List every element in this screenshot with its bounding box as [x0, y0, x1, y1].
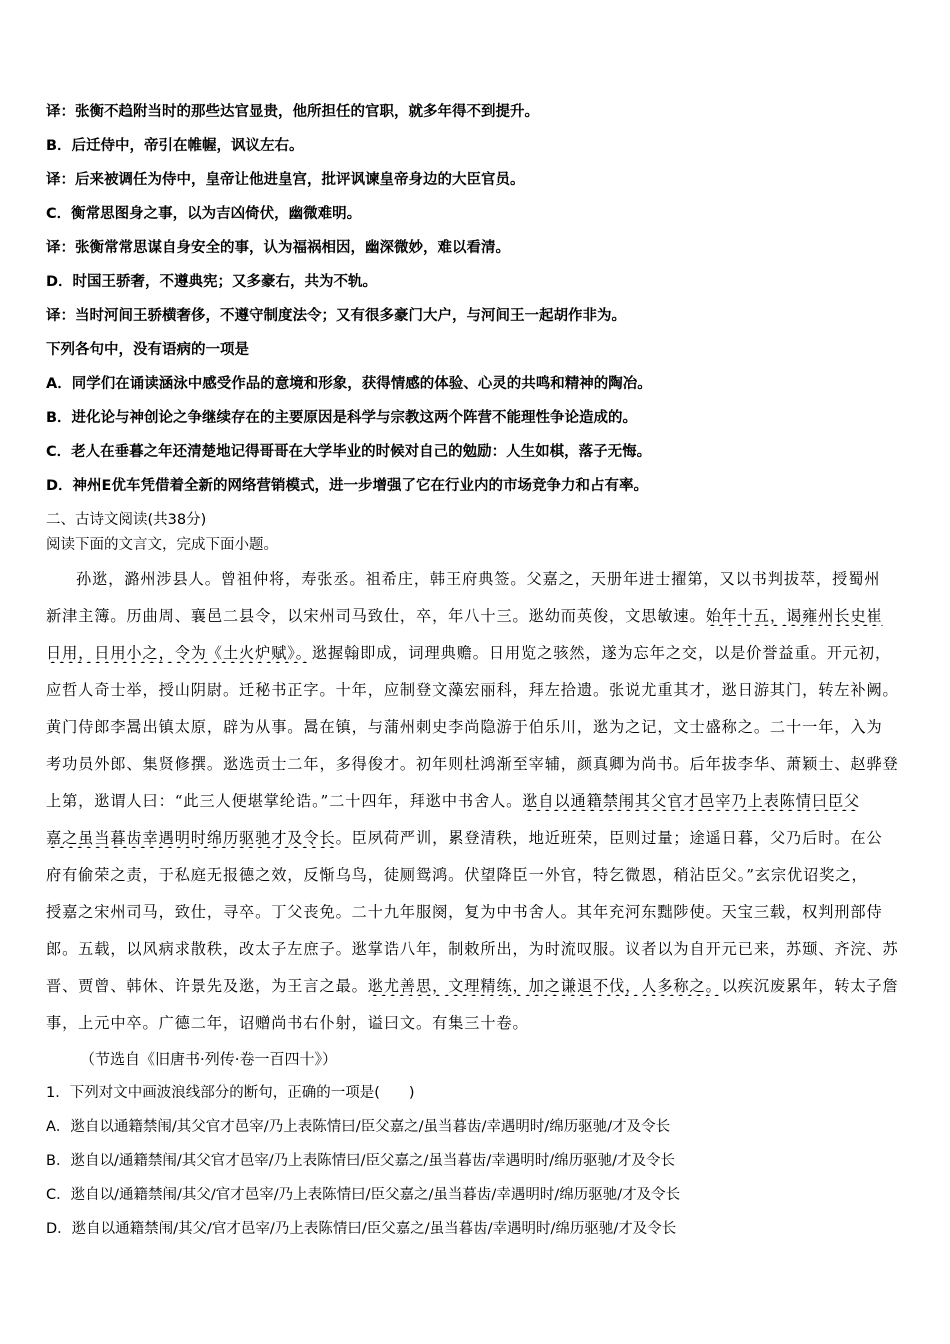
option-d-original: D．时国王骄奢，不遵典宪；又多豪右，共为不轨。 — [46, 274, 378, 290]
question1-option-a: A．逖自以通籍禁闱/其父官才邑宰/乃上表陈情曰/臣父嘉之/虽当暮齿/幸遇明时/绵历驱驰/才及令长 — [46, 1119, 671, 1135]
translation-b: 译：后来被调任为侍中，皇帝让他进皇宫，批评讽谏皇帝身边的大臣官员。 — [46, 172, 525, 188]
passage-line: 新津主簿。历曲周、襄邑二县令，以宋州司马致仕，卒，年八十三。逖幼而英俊，文思敏速。始年十五，谒雍州长史崔 — [46, 607, 883, 625]
option-b-original: B．后迁侍中，帝引在帷幄，讽议左右。 — [46, 138, 304, 154]
translation-a: 译：张衡不趋附当时的那些达官显贵，他所担任的官职，就多年得不到提升。 — [46, 104, 539, 120]
passage-line: 授嘉之宋州司马，致仕，寻卒。丁父丧免。二十九年服阕，复为中书舍人。其年充河东黜陟使。天宝三载，权判刑部侍 — [46, 903, 883, 921]
question1-option-c: C．逖自以/通籍禁闱/其父/官才邑宰/乃上表陈情曰/臣父嘉之/虽当暮齿/幸遇明时/绵历驱驰/才及令长 — [46, 1187, 681, 1203]
grammar-option-d: D．神州E优车凭借着全新的网络营销模式，进一步增强了它在行业内的市场竞争力和占有率。 — [46, 478, 648, 494]
passage-line: 上第，逖谓人曰：“此三人便堪掌纶诰。”二十四年，拜逖中书舍人。逖自以通籍禁闱其父官才邑宰乃上表陈情曰臣父 — [46, 792, 861, 810]
grammar-question-stem: 下列各句中，没有语病的一项是 — [46, 342, 249, 358]
source-note: （节选自《旧唐书·列传·卷一百四十》） — [80, 1050, 338, 1068]
option-c-original: C．衡常思图身之事，以为吉凶倚伏，幽微难明。 — [46, 206, 362, 222]
translation-c: 译：张衡常常思谋自身安全的事，认为福祸相因，幽深微妙，难以看清。 — [46, 240, 510, 256]
passage-line: 府有偷荣之责，于私庭无报德之效，反惭乌鸟，徒厕鸳鸿。伏望降臣一外官，特乞微恩，稍沾臣父。”玄宗优诏奖之， — [46, 866, 868, 884]
question1-option-d: D．逖自以通籍禁闱/其父/官才邑宰/乃上表陈情曰/臣父嘉之/虽当暮齿/幸遇明时/绵历驱驰/才及令长 — [46, 1221, 677, 1237]
grammar-option-c: C．老人在垂暮之年还清楚地记得哥哥在大学毕业的时候对自己的勉励：人生如棋，落子无悔。 — [46, 444, 652, 460]
section-title: 二、古诗文阅读(共38分) — [46, 512, 207, 528]
section-instruction: 阅读下面的文言文，完成下面小题。 — [46, 537, 278, 553]
question1-option-b: B．逖自以/通籍禁闱/其父官才邑宰/乃上表陈情曰/臣父嘉之/虽当暮齿/幸遇明时/绵历驱驰/才及令长 — [46, 1153, 676, 1169]
translation-d: 译：当时河间王骄横奢侈，不遵守制度法令；又有很多豪门大户，与河间王一起胡作非为。 — [46, 308, 626, 324]
grammar-option-a: A．同学们在诵读涵泳中感受作品的意境和形象，获得情感的体验、心灵的共鸣和精神的陶冶。 — [46, 376, 652, 392]
passage-line: 孙逖，潞州涉县人。曾祖仲将，寿张丞。祖希庄，韩王府典签。父嘉之，天册年进士擢第，又以书判拔萃，授蜀州 — [76, 570, 881, 588]
passage-line: 嘉之虽当暮齿幸遇明时绵历驱驰才及令长。臣夙荷严训，累登清秩，地近班荣，臣则过量；途遥日暮，父乃后时。在公 — [46, 829, 883, 847]
grammar-option-b: B．进化论与神创论之争继续存在的主要原因是科学与宗教这两个阵营不能理性争论造成的。 — [46, 410, 638, 426]
question1-stem: 1．下列对文中画波浪线部分的断句，正确的一项是( ) — [46, 1085, 415, 1101]
passage-line: 事，上元中卒。广德二年，诏赠尚书右仆射，谥曰文。有集三十卷。 — [46, 1014, 529, 1032]
passage-line: 应哲人奇士举，授山阴尉。迁秘书正字。十年，应制登文藻宏丽科，拜左拾遗。张说尤重其才，逖日游其门，转左补阙。 — [46, 681, 899, 699]
passage-line: 日用，日用小之，令为《土火炉赋》。逖握翰即成，词理典赡。日用览之骇然，遂为忘年之交，以是价誉益重。开元初， — [46, 644, 892, 662]
passage-line: 考功员外郎、集贤修撰。逖选贡士二年，多得俊才。初年则杜鸿渐至宰辅，颜真卿为尚书。后年拔李华、萧颖士、赵骅登 — [46, 755, 899, 773]
passage-line: 郎。五载，以风病求散秩，改太子左庶子。逖掌诰八年，制敕所出，为时流叹服。议者以为自开元已来，苏颋、齐浣、苏 — [46, 940, 899, 958]
passage-line: 晋、贾曾、韩休、许景先及逖，为王言之最。逖尤善思，文理精练，加之谦退不伐，人多称之。以疾沉废累年，转太子詹 — [46, 977, 899, 995]
passage-line: 黄门侍郎李暠出镇太原，辟为从事。暠在镇，与蒲州刺史李尚隐游于伯乐川，逖为之记，文士盛称之。二十一年，入为 — [46, 718, 883, 736]
